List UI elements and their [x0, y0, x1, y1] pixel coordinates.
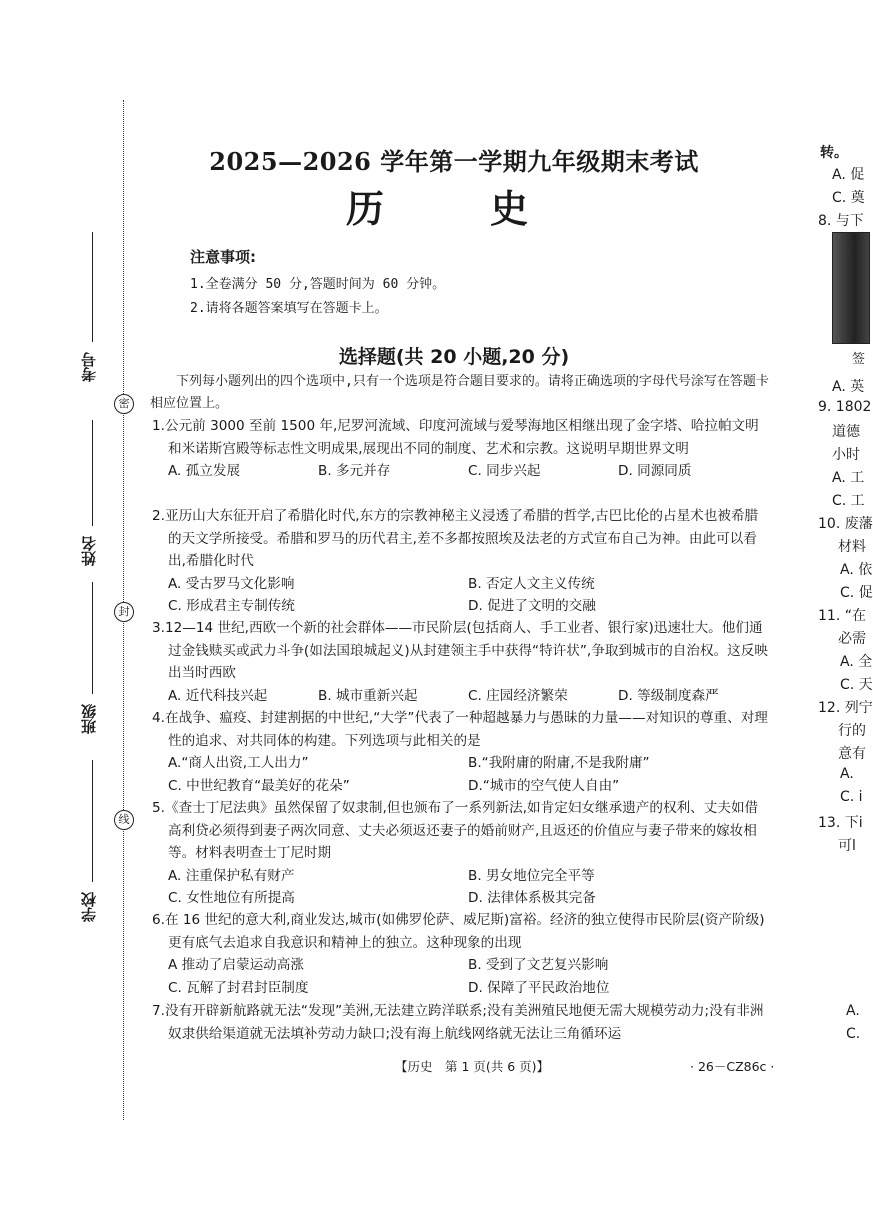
question-stem: 4.在战争、瘟疫、封建割据的中世纪,“大学”代表了一种超越暴力与愚昧的力量——对知识的尊重、对理性的追求、对共同体的构建。下列选项与此相关的是: [152, 710, 768, 749]
question-4: [152, 707, 770, 797]
option-d: D. 促进了文明的交融: [468, 598, 596, 614]
next-page-fragment: 道德: [832, 424, 860, 440]
next-page-fragment: C.: [846, 1026, 861, 1042]
next-page-fragment: C. 工: [832, 493, 865, 509]
option-c: C. 形成君主专制传统: [168, 598, 295, 614]
question-stem: 5.《查士丁尼法典》虽然保留了奴隶制,但也颁布了一系列新法,如肯定妇女继承遗产的权利、丈夫如借高利贷必须得到妻子两次同意、丈夫必须返还妻子的婚前财产,且返还的价值应与妻子带来的嫁妆相等。材料表明查士丁尼时期: [152, 800, 759, 861]
next-page-fragment: 8. 与下: [818, 213, 864, 229]
option-a: A. 近代科技兴起: [168, 687, 268, 704]
notice-item-1: 1.全卷满分 50 分,答题时间为 60 分钟。: [190, 277, 446, 292]
option-a: A.“商人出资,工人出力”: [168, 755, 309, 771]
option-c: C. 同步兴起: [468, 463, 541, 479]
next-page-fragment: 签: [852, 352, 866, 367]
option-a: A 推动了启蒙运动高涨: [168, 957, 304, 973]
next-page-fragment: A. 工: [832, 470, 865, 486]
option-b: B. 否定人文主义传统: [468, 575, 595, 592]
seal-feng: 封: [114, 602, 134, 622]
school-label: 学校: [80, 892, 98, 922]
option-b: B.“我附庸的附庸,不是我附庸”: [468, 755, 650, 771]
school-line: [92, 760, 93, 882]
page-number: 【历史 第 1 页(共 6 页)】: [395, 1059, 550, 1074]
question-7: [152, 1000, 770, 1045]
option-c: C. 瓦解了封君封臣制度: [168, 979, 309, 996]
next-page-fragment: C. 天: [840, 677, 873, 693]
next-page-photo: [832, 232, 870, 344]
option-a: A. 孤立发展: [168, 463, 241, 479]
section-title: 选择题(共 20 小题,20 分): [338, 346, 570, 368]
next-page-fragment: 转。: [820, 145, 848, 161]
paper-code: · 26－CZ86c ·: [690, 1059, 775, 1074]
option-d: D. 同源同质: [618, 463, 692, 479]
next-page-fragment: 12. 列宁: [818, 700, 873, 716]
next-page-fragment: 材料: [838, 539, 866, 555]
exam-number-label: 考号: [80, 352, 98, 382]
notice-item-2: 2.请将各题答案填写在答题卡上。: [190, 301, 388, 316]
next-page-fragment: 10. 废藩: [818, 516, 873, 532]
question-stem: 7.没有开辟新航路就无法“发现”美洲,无法建立跨洋联系;没有美洲殖民地便无需大规模劳动力;没有非洲奴隶供给渠道就无法填补劳动力缺口;没有海上航线网络就无法让三角循环运: [152, 1003, 764, 1042]
option-c: C. 中世纪教育“最美好的花朵”: [168, 777, 350, 794]
option-d: D. 等级制度森严: [618, 687, 719, 704]
question-2: [152, 505, 770, 618]
question-stem: 3.12—14 世纪,西欧一个新的社会群体——市民阶层(包括商人、手工业者、银行家)迅速壮大。他们通过金钱赎买或武力斗争(如法国琅城起义)从封建领主手中获得“特许状”,争取到城市的自治权。这反映出当时西欧: [152, 620, 768, 681]
question-1: [152, 415, 770, 483]
next-page-fragment: 行的: [838, 723, 866, 739]
seal-mi: 密: [114, 394, 134, 414]
next-page-fragment: 9. 1802: [818, 399, 872, 415]
exam-title: 2025—2026 学年第一学期九年级期末考试: [209, 147, 699, 176]
next-page-fragment: A. 全: [840, 654, 873, 670]
option-d: D.“城市的空气使人自由”: [468, 777, 620, 794]
option-d: D. 法律体系极其完备: [468, 890, 596, 906]
seal-xian: 线: [114, 810, 134, 830]
option-c: C. 庄园经济繁荣: [468, 687, 568, 704]
next-page-fragment: A. 英: [832, 379, 865, 395]
next-page-fragment: A. 促: [832, 167, 865, 183]
question-6: [152, 909, 770, 999]
exam-number-line: [92, 232, 93, 342]
question-5: [152, 797, 770, 910]
next-page-fragment: 意有: [838, 746, 866, 762]
next-page-fragment: A.: [840, 766, 854, 782]
class-label: 班级: [80, 704, 98, 734]
next-page-fragment: 必需: [838, 631, 866, 647]
question-stem: 2.亚历山大东征开启了希腊化时代,东方的宗教神秘主义浸透了希腊的哲学,古巴比伦的占星术也被希腊的天文学所接受。希腊和罗马的历代君主,差不多都按照埃及法老的方式宣布自己为神。由此可以看出,希腊化时代: [152, 508, 759, 569]
option-a: A. 注重保护私有财产: [168, 867, 295, 884]
next-page-fragment: C. 促: [840, 585, 873, 601]
name-label: 姓名: [80, 536, 98, 566]
next-page-fragment: A. 依: [840, 562, 873, 578]
section-instruction: 下列每小题列出的四个选项中,只有一个选项是符合题目要求的。请将正确选项的字母代号涂写在答题卡相应位置上。: [150, 374, 769, 411]
class-line: [92, 582, 93, 694]
option-b: B. 受到了文艺复兴影响: [468, 957, 609, 973]
next-page-fragment: A.: [846, 1003, 860, 1019]
question-3: [152, 617, 770, 707]
notice-heading: 注意事项:: [190, 248, 256, 266]
next-page-fragment: 小时: [832, 447, 860, 463]
option-a: A. 受古罗马文化影响: [168, 575, 295, 592]
next-page-fragment: 11. “在: [818, 608, 866, 624]
next-page-fragment: C. 奠: [832, 190, 865, 206]
next-page-fragment: 可l: [838, 838, 856, 854]
next-page-fragment: C. i: [840, 789, 863, 805]
option-b: B. 多元并存: [318, 463, 391, 479]
question-stem: 6.在 16 世纪的意大利,商业发达,城市(如佛罗伦萨、威尼斯)富裕。经济的独立使得市民阶层(资产阶级)更有底气去追求自我意识和精神上的独立。这种现象的出现: [152, 912, 765, 951]
option-d: D. 保障了平民政治地位: [468, 979, 610, 996]
name-line: [92, 420, 93, 526]
option-b: B. 男女地位完全平等: [468, 867, 595, 884]
subject-title: 历 史: [345, 186, 562, 231]
option-b: B. 城市重新兴起: [318, 687, 418, 704]
option-c: C. 女性地位有所提高: [168, 890, 295, 906]
next-page-fragment: 13. 下i: [818, 815, 863, 831]
question-stem: 1.公元前 3000 至前 1500 年,尼罗河流域、印度河流域与爱琴海地区相继出现了金字塔、哈拉帕文明和米诺斯宫殿等标志性文明成果,展现出不同的制度、艺术和宗教。这说明早期世界文明: [152, 418, 759, 457]
